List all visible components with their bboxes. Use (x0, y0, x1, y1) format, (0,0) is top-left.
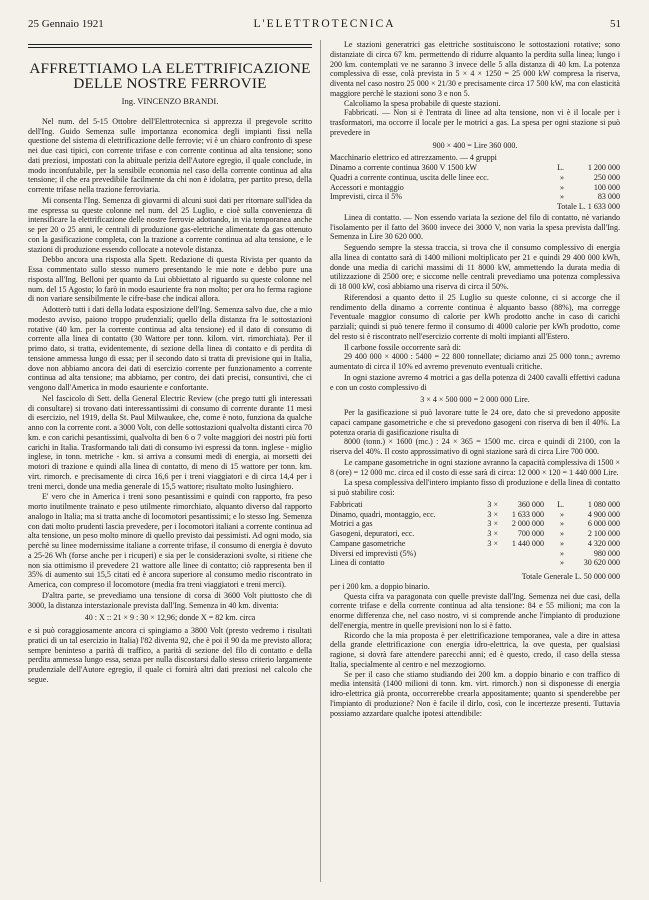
article-title-line1: AFFRETTIAMO LA ELETTRIFICAZIONE (29, 60, 311, 77)
paragraph: In ogni stazione avremo 4 motrici a gas della potenza di 2400 cavalli effettivi caduna e con un costo complessivo di (330, 372, 620, 392)
paragraph: Mi consenta l'Ing. Semenza di giovarmi di alcuni suoi dati per ritornare sull'idea da me espressa su queste colonne nel num. del 25 Luglio, e cioè sulla convenienza di intensificare la elettrificazione delle nostre ferrovie adottando, in via temporanea anche se per 20 o 25 anni, le centrali di produzione gas-elettriche alimentate da gas ottenuto con la gasificazione completa, con la trazione a corrente continua ad alta tensione, e le stazioni di produzione essendo collocate a notevole distanza. (28, 195, 312, 254)
table-total-row: Totale L. 1 633 000 (556, 202, 620, 211)
table-row: Fabbricati 3 × 360 000 L. 1 080 000 (330, 499, 620, 509)
page-number: 51 (610, 18, 621, 30)
paragraph: D'altra parte, se prevediamo una tensione di corsa di 3600 Volt piuttosto che di 3000, la distanza interstazionale prevista dall'Ing. Semenza in 40 km. diventa: (28, 590, 312, 610)
paragraph: Questa cifra va paragonata con quelle previste dall'Ing. Semenza nei due casi, della corrente trifase e della corrente continua ad alta tensione: 84 e 55 milioni; ma con la enorme differenza che, nel caso nostro, vi si comprende anche l'impianto di produzione dell'energia, mentre in quelle previsioni non lo si è fatto. (330, 591, 620, 630)
paragraph: Il carbone fossile occorrente sarà di: (344, 342, 461, 352)
paragraph: Ricordo che la mia proposta è per elettrificazione temporanea, vale a dire in attesa della grande elettrificazione con energia idro-elettrica, la ove questa, per qualsiasi ragione, si dovrà fare attendere parecchi anni; ed è questo, credo, il caso della stessa Italia, specialmente al centro e nel mezzogiorno. (330, 630, 620, 669)
paragraph: Se per il caso che stiamo studiando dei 200 km. a doppio binario e con traffico di media intensità (1400 milioni di tonn. km. virt. rimorch.) non si disponesse di energia idro-elettrica già pronta, occorrerebbe crearla appositamente; quanto si spenderebbe per l'impianto di produzione? Non è facile il dirlo, così, con le incertezze presenti. Tuttavia possiamo azzardare qualche ipotesi attendibile: (330, 669, 620, 718)
equation-paragraph: 8000 (tonn.) × 1600 (mc.) : 24 × 365 = 1500 mc. circa e quindi di 2100, con la riserva del 40%. Il costo approssimativo di ogni stazione sarà di circa Lire 700 000. (330, 437, 620, 456)
paragraph: Nel num. del 5-15 Ottobre dell'Elettrotecnica si apprezza il pregevole scritto dell'Ing. Guido Semenza sulle importanza economica degli impianti fissi nella questione del sistema di elettrificazione delle ferrovie; vi è un chiaro confronto di spese nei due casi tipici, con corrente trifase e con corrente continua ad alta tensione; sono dati preziosi, impostati con la abituale perizia dell'Autore egregio, il quale conclude, in modo inconfutabile, per la sensibile economia nel caso della corrente continua ad alta tensione; il che era prevedibile facilmente da chi non è idolatra, per partito preso, della corrente trifase nella trazione ferroviaria. (28, 116, 312, 194)
right-column (330, 40, 620, 718)
paragraph: Seguendo sempre la stessa traccia, si trova che il consumo complessivo di energia alla linea di contatto sarà di 1400 milioni moltiplicato per 21 e quindi 29 400 000 kWh, donde una media di carichi massimi di 11 8000 kW, ammettendo la durata media di utilizzazione di 2500 ore; e siccome nelle centrali prevediamo una potenza complessiva di 18 000 kW, così abbiamo una riserva di circa il 50%. (330, 243, 620, 291)
equation: 3 × 4 × 500 000 = 2 000 000 Lire. (420, 395, 530, 405)
paragraph: Linea di contatto. — Non essendo variata la sezione del filo di contatto, nè variando l'isolamento per il fatto del 3600 invece dei 3000 V, non varia la spesa prevista dall'Ing. Semenza in Lire 30 620 000. (330, 212, 620, 242)
machinery-cost-table (330, 163, 620, 212)
left-column (28, 40, 312, 685)
paragraph: Per la gasificazione si può lavorare tutte le 24 ore, dato che si prevedono apposite capaci campane gasometriche e che si prevedono gasogeni con riserva di ben il 40%. La potenza oraria di gasificazione risulta di (330, 408, 620, 437)
paragraph: Debbo ancora una risposta alla Spett. Redazione di questa Rivista per quanto da Essa commentato sullo stesso numero presentando le mie note e debbo pure una risposta all'Ing. Belloni per quanto da Lui obbiettato al riguardo su queste colonne nel num. del 15 Agosto; lo farò in modo esauriente fra non molto; per ora ho ferma ragione di non variare sensibilmente le cifre-base che indicai allora. (28, 255, 312, 304)
equation: 900 × 400 = Lire 360 000. (432, 140, 518, 150)
issue-date: 25 Gennaio 1921 (28, 18, 104, 30)
article-title-line2: DELLE NOSTRE FERROVIE (73, 75, 267, 92)
table-row: Linea di contatto » 30 620 000 (330, 558, 620, 568)
paragraph: E' vero che in America i treni sono pesantissimi e quindi con rapporto, fra peso morto inutilmente trainato e peso utilmente rimorchiato, alquanto diverso dal rapporto analogo in Italia; ma si tratta anche di locomotori pesantissimi; e lo stesso Ing. Semenza con dati molto prudenti lascia prevedere, per i locomotori italiani a corrente continua ad alta tensione, un peso molto minore di quello previsto dai pessimisti. Ad ogni modo, sia perchè su linee modernissime italiane a corrente trifase, il consumo di energia è dovuto a 25-26 Wh (forse anche per i ricuperi) e sia per le considerazioni svolte, si ritiene che non sia ottimismo il prevedere 21 wattore alle linee di contatto; ciò rappresenta ben il 35% di aumento sui 15,5 citati ed è ancora superiore al consumo medio riscontrato in America, con compreso il locomotore (media fra treni viaggiatori e treni merci). (28, 492, 312, 589)
title-rule (28, 44, 312, 48)
paragraph: Riferendosi a quanto detto il 25 Luglio su queste colonne, ci si accorge che il rendimento della dinamo a corrente continua è alquanto basso (88%), ma corregge l'eventuale maggior consumo di calorie per kWh prodotto anche in caso di carichi parziali; quindi si può tenere fermo il consumo di 4000 calorie per kWh prodotto, come del resto si è riscontrato nell'esercizio corrente di molti impianti all'Estero. (330, 292, 620, 341)
table-row: Campane gasometriche 3 × 1 440 000 » 4 320 000 (330, 538, 620, 548)
table-row: Quadri a corrente continua, uscita delle linee ecc. » 250 000 (330, 172, 620, 182)
table-row: Motrici a gas 3 × 2 000 000 » 6 000 000 (330, 519, 620, 529)
table-row: Dinamo, quadri, montaggio, ecc. 3 × 1 633 000 » 4 900 000 (330, 509, 620, 519)
running-header (28, 17, 621, 31)
table-total-row: Totale Generale L. 50 000 000 (521, 572, 620, 581)
total-cost-table (330, 500, 620, 582)
paragraph: Fabbricati. — Non si è l'entrata di linee ad alta tensione, non vi è il locale per i trasformatori, ma occorre il locale per le motrici a gas. La spesa per ogni stazione si può prevedere in (330, 108, 620, 137)
table-row: Diversi ed imprevisti (5%) » 980 000 (330, 548, 620, 558)
table-row: Gasogeni, depuratori, ecc. 3 × 700 000 » 2 100 000 (330, 529, 620, 538)
journal-title: L'ELETTROTECNICA (253, 18, 396, 30)
table-row: Dinamo a corrente continua 3600 V 1500 kW L. 1 200 000 (330, 163, 620, 172)
paragraph: Le stazioni generatrici gas elettriche sostituiscono le sottostazioni rotative; sono distanziate di circa 67 km. permettendo di ridurre alquanto la perdita sulla linea; lungo i 200 km. contemplati ve ne saranno 3 invece delle 5 alla distanza di 40 km. La potenza complessiva di esse, colà prevista in 5 × 4 × 1250 = 25 000 kW compresa la riserva, diventa nel caso nostro 25 000 × 21/30 e precisamente circa 17 500 kW, ma con elasticità maggiore perchè le stazioni sono 3 e non 5. (330, 40, 620, 98)
paragraph: Calcoliamo la spesa probabile di queste stazioni. (344, 98, 501, 108)
paragraph: La spesa complessiva dell'intero impianto fisso di produzione e della linea di contatto si può stabilire così: (330, 478, 620, 497)
paragraph: Le campane gasometriche in ogni stazione avranno la capacità complessiva di 1500 × 8 (ore) = 12 000 mc. circa ed il costo di esse sarà di circa: 12 000 × 120 = 1 440 000 Lire. (330, 457, 620, 477)
paragraph: per i 200 km. a doppio binario. (330, 581, 430, 591)
subheading: Macchinario elettrico ed attrezzamento. — 4 gruppi (330, 153, 497, 163)
paragraph: Nel fascicolo di Sett. della General Electric Review (che prego tutti gli interessati di consultare) si trovano dati interessantissimi di consumo di corrente durante 11 mesi di esercizio, nel 1919, della St. Paul Milwaukee, che, come è noto, funziona da qualche anno con la corrente cont. a 3000 Volt, con delle sottostazioni qualvolta distanti circa 70 km. e con carichi pesantissimi, qualvolta di ben 6 o 7 volte maggiori dei nostri più forti carichi in Italia. Trasformando tali dati di consumo ivi espressi da tonn. inglese - miglio inglese, in tonn. metriche - km. si arriva a consumi medi di energia, ai morsetti dei motori di trazione e quindi alla linea di contatto, di meno di 15 wattore per tonn. km. virt. rimorch. e precisamente di circa 16,6 per i treni viaggiatori e di circa 14,4 per i treni merci, donde una media generale di 15,5 wattore; risultato molto lusinghiero. (28, 393, 312, 491)
article-title-block (28, 61, 312, 107)
equation: 40 : X :: 21 × 9 : 30 × 12,96; donde X = 82 km. circa (84, 613, 256, 623)
equation-paragraph: 29 400 000 × 4000 : 5400 = 22 800 tonnellate; diciamo anzi 25 000 tonn.; avremo aumentato di circa il 10% ed avremo prevenuto eventuali critiche. (330, 352, 620, 371)
table-row: Imprevisti, circa il 5% » 83 000 (330, 192, 620, 202)
article-author: Ing. VINCENZO BRANDI. (121, 96, 219, 106)
column-divider (320, 40, 321, 882)
table-row: Accessori e montaggio » 100 000 (330, 182, 620, 192)
paragraph: Adotterò tutti i dati della lodata esposizione dell'Ing. Semenza salvo due, che a mio modesto avviso, paiono troppo prudenziali; quello della distanza fra le sottostazioni rotative (40 km. per la corrente continua ad alta tensione) ed il dato di consumo di corrente alla linea di contatto (30 Wattore per tonn. kilom. virt. rimorchiata). Per il primo dato, si tratta, evidentemente, di sezione della linea di contatto e di perdita di tensione ammessa lungo di essa; per il secondo dato si tratta di previsione qui in Italia, dove non abbiamo ancora dei dati di esercizio corrente per funzionamento a corrente continua ad alta tensione; ma abbiamo, per contro, dei dati precisi, consuntivi, che ci vengono dall'America in modo esauriente e confortante. (28, 305, 312, 392)
paragraph: e si può coraggiosamente ancora ci spingiamo a 3800 Volt (presto vedremo i risultati pratici di un tal esercizio in Italia) l'82 diventa 92, che è poi il 90 da me previsto allora; sempre beninteso a parità di traffico, a parità di sezione del filo di contatto e della perdita ammessa lungo essa, senza per nulla discostarsi dallo stesso criterio largamente prudenziale dell'Autore egregio, il quale ci fornirà altri dati preziosi nel calcolo che segue. (28, 626, 312, 684)
